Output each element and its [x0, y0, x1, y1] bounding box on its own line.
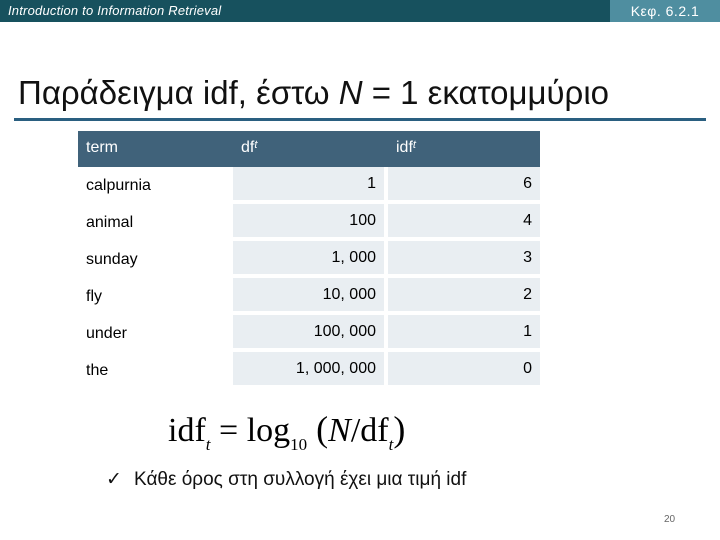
table-row — [78, 315, 540, 352]
title-prefix: Παράδειγμα idf, έστω — [18, 74, 339, 111]
formula-open-paren: ( — [307, 409, 329, 449]
df-cell: 100, 000 — [233, 315, 388, 352]
table-row — [78, 241, 540, 278]
df-cell: 100 — [233, 204, 388, 241]
term-cell: calpurnia — [78, 167, 233, 204]
term-cell: animal — [78, 204, 233, 241]
term-cell: the — [78, 352, 233, 389]
df-cell: 1 — [233, 167, 388, 204]
formula-lhs: idf — [168, 412, 206, 449]
idf-cell: 0 — [388, 352, 540, 389]
header-df-subscript: t — [254, 139, 258, 151]
header-idf: idf t — [388, 131, 540, 167]
idf-cell: 1 — [388, 315, 540, 352]
idf-cell: 4 — [388, 204, 540, 241]
table-header-row — [78, 131, 540, 167]
df-cell: 10, 000 — [233, 278, 388, 315]
idf-table — [78, 131, 540, 389]
formula-rhs-subscript: t — [388, 435, 394, 454]
bullet-text: Κάθε όρος στη συλλογή έχει μια τιμή idf — [134, 469, 467, 490]
table-row — [78, 352, 540, 389]
title-suffix: = 1 εκατομμύριο — [362, 74, 610, 111]
idf-cell: 3 — [388, 241, 540, 278]
formula-log: = log — [210, 412, 291, 449]
header-term: term — [78, 131, 233, 167]
term-cell: sunday — [78, 241, 233, 278]
formula-log-base: 10 — [290, 435, 308, 454]
term-cell: fly — [78, 278, 233, 315]
table-row — [78, 278, 540, 315]
page-number: 20 — [664, 514, 676, 525]
idf-cell: 6 — [388, 167, 540, 204]
title-underline — [14, 118, 706, 121]
table-row — [78, 167, 540, 204]
title-variable: N — [338, 74, 363, 111]
check-icon: ✓ — [106, 469, 122, 490]
df-cell: 1, 000 — [233, 241, 388, 278]
chapter-label: Κεφ. 6.2.1 — [610, 0, 720, 22]
formula-close-paren: ) — [393, 409, 406, 449]
idf-cell: 2 — [388, 278, 540, 315]
term-cell: under — [78, 315, 233, 352]
df-cell: 1, 000, 000 — [233, 352, 388, 389]
course-title: Introduction to Information Retrieval — [8, 3, 222, 18]
header-idf-subscript: t — [412, 139, 416, 151]
formula-lhs-subscript: t — [205, 435, 211, 454]
header-df: df t — [233, 131, 388, 167]
bullet-item — [106, 468, 466, 491]
header-bar — [0, 0, 720, 22]
slide-title — [18, 74, 609, 112]
formula-n: N — [328, 412, 351, 449]
table-row — [78, 204, 540, 241]
idf-formula — [168, 408, 405, 455]
formula-df: /df — [350, 412, 389, 449]
